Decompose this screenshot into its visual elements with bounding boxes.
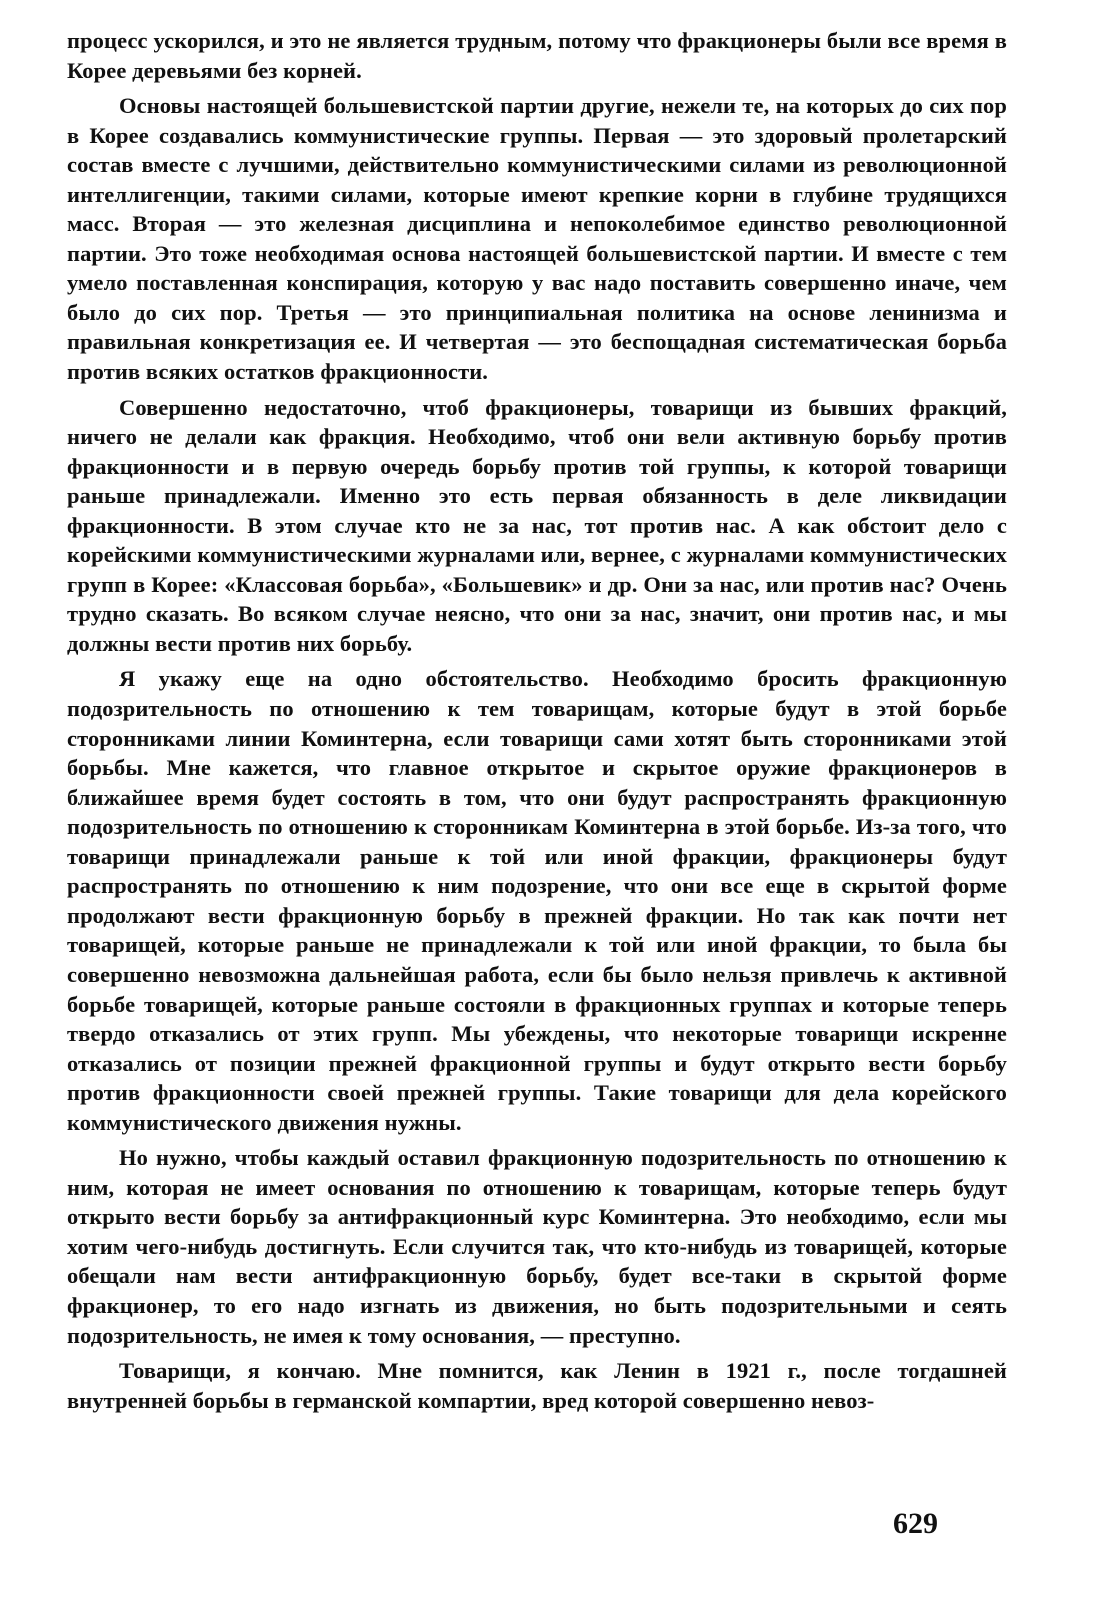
document-page [67,26,1007,1566]
paragraph-2: Основы настоящей большевистской партии другие, нежели те, на которых до сих пор в Корее создавались коммунистические группы. Первая — это здоровый пролетарский состав вместе с лучшими, действительно коммунистическими силами из революционной интеллигенции, такими силами, которые имеют крепкие корни в глубине трудящихся масс. Вторая — это железная дисциплина и непоколебимое единство революционной партии. Это тоже необходимая основа настоящей большевистской партии. И вместе с тем умело поставленная конспирация, которую у вас надо поставить совершенно иначе, чем было до сих пор. Третья — это принципиальная политика на основе ленинизма и правильная конкретизация ее. И четвертая — это беспощадная систематическая борьба против всяких остатков фракционности. [67,93,1007,385]
paragraph-4: Я укажу еще на одно обстоятельство. Необходимо бросить фракционную подозрительность по отношению к тем товарищам, которые будут в этой борьбе сторонниками линии Коминтерна, если товарищи сами хотят быть сторонниками этой борьбы. Мне кажется, что главное открытое и скрытое оружие фракционеров в ближайшее время будет состоять в том, что они будут распространять фракционную подозрительность по отношению к сторонникам Коминтерна в этой борьбе. Из-за того, что товарищи принадлежали раньше к той или иной фракции, фракционеры будут распространять по отношению к ним подозрение, что они все еще в скрытой форме продолжают вести фракционную борьбу в прежней фракции. Но так как почти нет товарищей, которые раньше не принадлежали к той или иной фракции, то была бы совершенно невозможна дальнейшая работа, если бы было нельзя привлечь к активной борьбе товарищей, которые раньше состояли в фракционных группах и которые теперь твердо отказались от этих групп. Мы убеждены, что некоторые товарищи искренне отказались от позиции прежней фракционной группы и будут открыто вести борьбу против фракционности своей прежней группы. Такие товарищи для дела корейского коммунистического движения нужны. [67,666,1007,1135]
paragraph-1: процесс ускорился, и это не является трудным, потому что фракционеры были все время в Корее деревьями без корней. [67,28,1007,83]
page-number: 629 [893,1507,938,1540]
paragraph-5: Но нужно, чтобы каждый оставил фракционную подозрительность по отношению к ним, которая не имеет основания по отношению к товарищам, которые теперь будут открыто вести борьбу за антифракционный курс Коминтерна. Это необходимо, если мы хотим чего-нибудь достигнуть. Если случится так, что кто-нибудь из товарищей, которые обещали нам вести антифракционную борьбу, будет все-таки в скрытой форме фракционер, то его надо изгнать из движения, но быть подозрительными и сеять подозрительность, не имея к тому основания, — преступно. [67,1145,1007,1348]
paragraph-3: Совершенно недостаточно, чтоб фракционеры, товарищи из бывших фракций, ничего не делали как фракция. Необходимо, чтоб они вели активную борьбу против фракционности и в первую очередь борьбу против той группы, к которой товарищи раньше принадлежали. Именно это есть первая обязанность в деле ликвидации фракционности. В этом случае кто не за нас, тот против нас. А как обстоит дело с корейскими коммунистическими журналами или, вернее, с журналами коммунистических групп в Корее: «Классовая борьба», «Большевик» и др. Они за нас, или против нас? Очень трудно сказать. Во всяком случае неясно, что они за нас, значит, они против нас, и мы должны вести против них борьбу. [67,394,1007,656]
document-body [67,26,1007,1415]
paragraph-6: Товарищи, я кончаю. Мне помнится, как Ленин в 1921 г., после тогдашней внутренней борьбы в германской компартии, вред которой совершенно невоз- [67,1358,1007,1413]
